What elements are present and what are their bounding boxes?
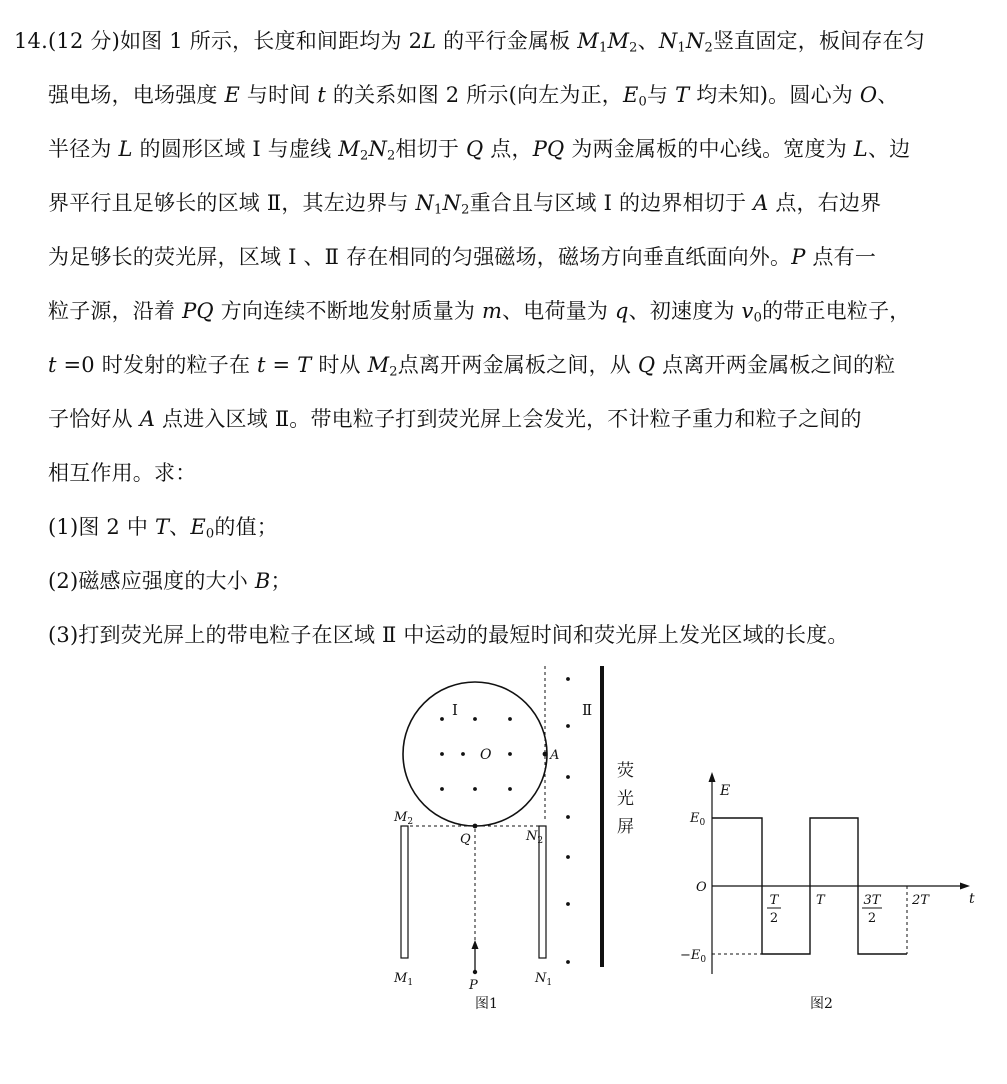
tick-numerator: 3T (863, 893, 881, 908)
center-label: O (480, 747, 492, 763)
field-dot (473, 787, 477, 791)
field-dot (566, 677, 570, 681)
math-variable: q (614, 299, 629, 323)
field-dot (508, 787, 512, 791)
point-a-label: A (550, 748, 560, 763)
text-segment: 均未知)。圆心为 (689, 83, 860, 107)
text-segment: 强电场，电场强度 (48, 83, 225, 107)
text-segment: 半径为 (48, 137, 119, 161)
math-variable: N (658, 29, 678, 53)
text-segment: 方向连续不断地发射质量为 (213, 299, 482, 323)
math-subscript: 2 (629, 40, 638, 56)
math-variable: A (139, 407, 156, 431)
text-segment: 、 (637, 29, 659, 53)
field-dot (473, 717, 477, 721)
y-tick-e0: $E_0$ (690, 811, 706, 828)
question-line-2 (14, 68, 989, 122)
text-segment: 为两金属板的中心线。宽度为 (564, 137, 854, 161)
math-variable: T (154, 515, 170, 539)
text-segment: 子恰好从 (48, 407, 140, 431)
question-line-1 (14, 14, 989, 68)
sub-question-3 (14, 608, 989, 662)
math-variable: B (254, 569, 271, 593)
x-tick-t: T (816, 893, 825, 908)
question-text (14, 14, 989, 662)
text-segment: 点进入区域 Ⅱ。带电粒子打到荧光屏上会发光，不计粒子重力和粒子之间的 (155, 407, 862, 431)
text-segment: 的关系如图 2 所示(向左为正， (326, 83, 623, 107)
math-variable: Q (465, 137, 484, 161)
question-line-5 (14, 230, 989, 284)
text-segment: 、 (169, 515, 191, 539)
math-variable: m (481, 299, 503, 323)
text-segment: 为足够长的荧光屏，区域 Ⅰ 、Ⅱ 存在相同的匀强磁场，磁场方向垂直纸面向外。 (48, 245, 792, 269)
math-variable: L (118, 137, 133, 161)
text-segment: 粒子源，沿着 (48, 299, 183, 323)
tick-numerator: T (769, 893, 779, 908)
math-variable: M (338, 137, 360, 161)
text-segment: 与 (647, 83, 676, 107)
text-segment: 、边 (867, 137, 911, 161)
math-variable: E (623, 83, 639, 107)
text-segment: 与时间 (240, 83, 318, 107)
circle-region-1 (403, 682, 547, 826)
question-number: 14. (14, 29, 48, 53)
math-subscript: 0 (638, 94, 648, 110)
math-variable: T (297, 353, 312, 377)
x-tick-2t: 2T (912, 893, 929, 908)
math-variable: t (257, 353, 266, 377)
text-segment: 相切于 (395, 137, 466, 161)
text-segment: 、 (877, 83, 899, 107)
math-variable: PQ (182, 299, 214, 323)
text-segment: 如图 1 所示，长度和间距均为 2 (119, 29, 423, 53)
text-segment: (3)打到荧光屏上的带电粒子在区域 Ⅱ 中运动的最短时间和荧光屏上发光区域的长度。 (48, 623, 849, 647)
math-subscript: 2 (389, 364, 398, 380)
math-variable: O (859, 83, 878, 107)
field-dot (508, 717, 512, 721)
text-segment: 重合且与区域 Ⅰ 的边界相切于 (469, 191, 754, 215)
text-segment: 的圆形区域 Ⅰ 与虚线 (132, 137, 339, 161)
math-subscript: 0 (205, 526, 215, 542)
math-variable: P (791, 245, 806, 269)
math-variable: N (368, 137, 388, 161)
math-variable: v (741, 299, 754, 323)
text-segment: 点，右边界 (768, 191, 882, 215)
x-tick-half-t (767, 893, 781, 926)
y-axis-label: E (720, 783, 731, 799)
figure-2 (680, 772, 975, 1012)
field-dot (440, 752, 444, 756)
question-score: (12 分) (48, 29, 120, 53)
arrow-head-icon (472, 940, 479, 949)
math-variable: t (317, 83, 327, 107)
math-variable: N (415, 191, 435, 215)
y-tick-neg-e0: $-E_0$ (680, 948, 707, 965)
label-m1: $M_1$ (394, 971, 414, 988)
text-segment: 点离开两金属板之间的粒 (655, 353, 896, 377)
text-segment: 竖直固定，板间存在匀 (712, 29, 925, 53)
field-dot (566, 815, 570, 819)
text-segment: 点有一 (805, 245, 877, 269)
field-dot (440, 717, 444, 721)
math-subscript: 1 (434, 202, 443, 218)
math-variable: T (675, 83, 690, 107)
question-line-9 (14, 446, 989, 500)
line-content (119, 29, 925, 56)
field-dot (566, 902, 570, 906)
question-line-8 (14, 392, 989, 446)
y-axis-arrow-icon (709, 772, 716, 782)
math-variable: L (853, 137, 868, 161)
text-segment: 的带正电粒子， (762, 299, 911, 323)
screen-label-char-1: 荧 (617, 761, 634, 781)
math-variable: A (753, 191, 769, 215)
math-variable: N (685, 29, 705, 53)
text-segment: 相互作用。求： (48, 461, 197, 485)
question-line-6 (14, 284, 989, 338)
field-dot (566, 775, 570, 779)
math-subscript: 2 (387, 148, 396, 164)
text-segment: 时从 (311, 353, 368, 377)
point-p-dot (473, 970, 477, 974)
field-dots-region-2 (566, 677, 570, 964)
math-subscript: 2 (461, 202, 470, 218)
text-segment: = (265, 353, 298, 377)
math-variable: Q (637, 353, 656, 377)
field-dot (566, 724, 570, 728)
text-segment: 的值； (214, 515, 278, 539)
plate-m (401, 826, 408, 958)
math-subscript: 1 (677, 40, 686, 56)
math-subscript: 1 (598, 40, 608, 56)
field-dots-circle (440, 717, 512, 791)
field-dot (461, 752, 465, 756)
math-variable: N (442, 191, 462, 215)
sub-question-2 (14, 554, 989, 608)
math-subscript: 2 (359, 148, 369, 164)
region-2-label: Ⅱ (582, 701, 593, 719)
text-segment: 界平行且足够长的区域 Ⅱ，其左边界与 (48, 191, 416, 215)
x-axis-label: t (969, 891, 975, 907)
label-n2: $N_2$ (526, 829, 544, 846)
figure-1-caption: 图1 (475, 996, 498, 1012)
origin-label: O (696, 880, 707, 895)
screen-label-char-2: 光 (617, 789, 634, 809)
math-variable: E (224, 83, 241, 107)
text-segment: (1)图 2 中 (48, 515, 155, 539)
figures (380, 662, 980, 1022)
tick-denominator: 2 (867, 911, 877, 926)
math-variable: t (48, 353, 57, 377)
point-p-label: P (469, 978, 478, 993)
field-dot (440, 787, 444, 791)
math-subscript: 0 (753, 310, 763, 326)
text-segment: (2)磁感应强度的大小 (48, 569, 255, 593)
math-variable: L (422, 29, 437, 53)
point-q-label: Q (460, 832, 471, 847)
math-variable: E (190, 515, 206, 539)
text-segment: =0 时发射的粒子在 (56, 353, 258, 377)
label-n1: $N_1$ (535, 971, 553, 988)
question-line-3 (14, 122, 989, 176)
text-segment: 的平行金属板 (436, 29, 578, 53)
question-line-7 (14, 338, 989, 392)
field-dot (508, 752, 512, 756)
tick-denominator: 2 (769, 911, 779, 926)
text-segment: 点离开两金属板之间，从 (397, 353, 638, 377)
math-variable: M (607, 29, 630, 53)
label-m2: $M_2$ (394, 810, 414, 827)
math-variable: M (367, 353, 390, 377)
sub-question-1 (14, 500, 989, 554)
text-segment: ； (270, 569, 292, 593)
field-dot (566, 855, 570, 859)
x-axis-arrow-icon (960, 883, 970, 890)
text-segment: 点， (483, 137, 533, 161)
math-variable: PQ (532, 137, 565, 161)
math-subscript: 2 (704, 40, 713, 56)
field-dot (566, 960, 570, 964)
math-variable: M (577, 29, 599, 53)
region-1-label: Ⅰ (452, 701, 458, 719)
question-line-4 (14, 176, 989, 230)
x-tick-3half-t (862, 893, 882, 926)
figure-2-caption: 图2 (810, 996, 833, 1012)
text-segment: 、电荷量为 (502, 299, 615, 323)
text-segment: 、初速度为 (628, 299, 742, 323)
screen-label-char-3: 屏 (617, 817, 634, 837)
figure-1 (393, 666, 634, 1012)
point-q-dot (473, 824, 478, 829)
